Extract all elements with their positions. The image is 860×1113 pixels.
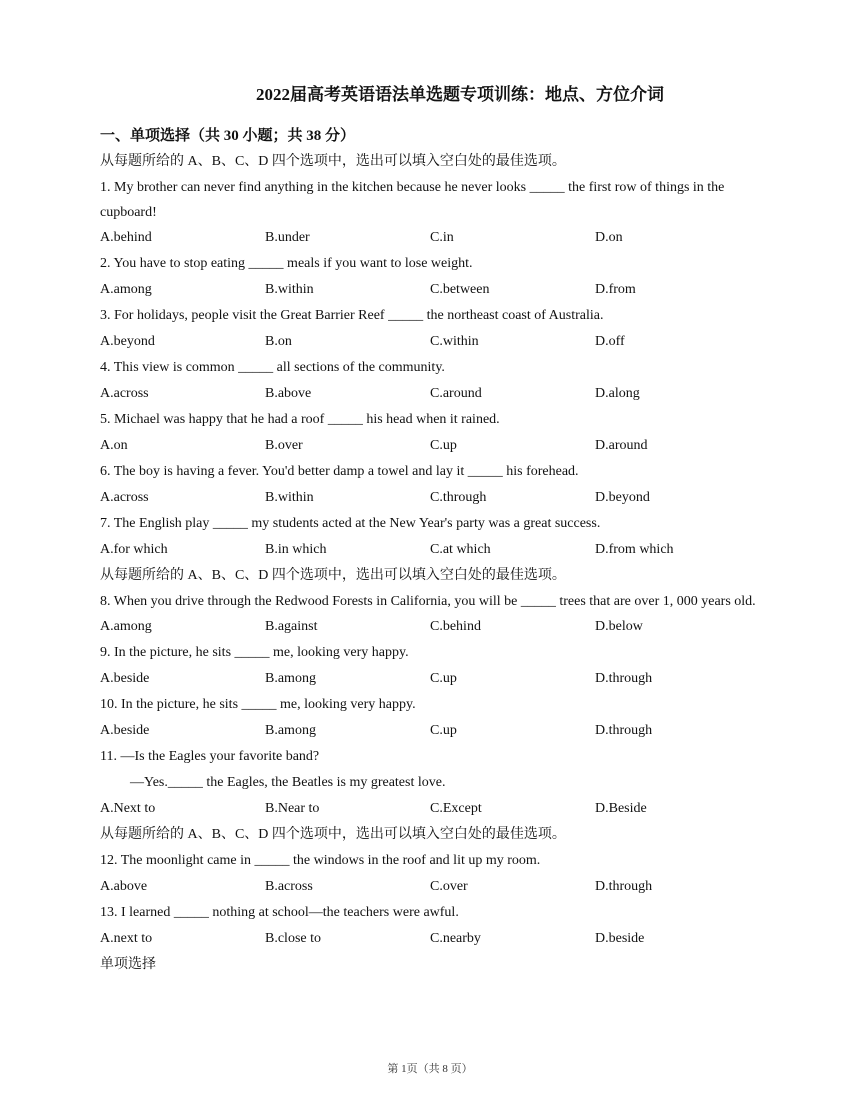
page-footer: 第 1页（共 8 页）: [387, 1063, 473, 1075]
option-a: A.on: [100, 438, 128, 453]
option-row: [100, 329, 762, 355]
question-stem: 10. In the picture, he sits _____ me, looking very happy.: [100, 697, 416, 712]
option-a: A.for which: [100, 542, 168, 557]
instruction-text: 从每题所给的 A、B、C、D 四个选项中，选出可以填入空白处的最佳选项。: [100, 154, 566, 169]
option-b: B.among: [265, 671, 316, 686]
option-a: A.above: [100, 879, 148, 894]
option-d: D.off: [595, 334, 625, 349]
option-d: D.beside: [595, 931, 645, 946]
option-a: A.among: [100, 619, 152, 634]
option-d: D.through: [595, 879, 653, 894]
option-a: A.across: [100, 490, 149, 505]
option-row: [100, 277, 762, 303]
option-b: B.close to: [265, 931, 321, 946]
question-stem: 11. —Is the Eagles your favorite band?: [100, 749, 320, 764]
option-b: B.above: [265, 386, 312, 401]
option-b: B.under: [265, 230, 310, 245]
option-row: [100, 874, 762, 900]
option-b: B.on: [265, 334, 292, 349]
option-row: [100, 614, 762, 640]
question-stem: 6. The boy is having a fever. You'd better damp a towel and lay it _____ his forehead.: [100, 464, 579, 479]
option-a: A.beside: [100, 723, 150, 738]
section-heading: 一、单项选择（共 30 小题；共 38 分）: [100, 128, 356, 144]
option-d: D.from: [595, 282, 636, 297]
question-stem: 8. When you drive through the Redwood Forests in California, you will be _____ trees that are over 1, 000 years old.: [100, 594, 756, 609]
question-stem: 1. My brother can never find anything in the kitchen because he never looks _____ the first row of things in the cupboard!: [100, 180, 725, 220]
question-stem: 2. You have to stop eating _____ meals if you want to lose weight.: [100, 256, 473, 271]
option-d: D.Beside: [595, 801, 647, 816]
option-c: C.at which: [430, 542, 491, 557]
question-stem: 3. For holidays, people visit the Great Barrier Reef _____ the northeast coast of Australia.: [100, 308, 604, 323]
option-a: A.beside: [100, 671, 150, 686]
question-list: [100, 149, 762, 978]
option-d: D.around: [595, 438, 648, 453]
option-b: B.within: [265, 490, 314, 505]
option-c: C.nearby: [430, 931, 481, 946]
option-row: [100, 433, 762, 459]
option-d: D.along: [595, 386, 640, 401]
option-row: [100, 485, 762, 511]
option-c: C.between: [430, 282, 490, 297]
option-d: D.through: [595, 723, 653, 738]
option-d: D.from which: [595, 542, 674, 557]
option-c: C.over: [430, 879, 468, 894]
question-stem: 7. The English play _____ my students acted at the New Year's party was a great success.: [100, 516, 601, 531]
option-c: C.through: [430, 490, 487, 505]
option-row: [100, 926, 762, 952]
option-d: D.below: [595, 619, 643, 634]
instruction-text: 从每题所给的 A、B、C、D 四个选项中，选出可以填入空白处的最佳选项。: [100, 568, 566, 583]
option-c: C.within: [430, 334, 479, 349]
option-d: D.through: [595, 671, 653, 686]
option-c: C.behind: [430, 619, 481, 634]
option-a: A.beyond: [100, 334, 155, 349]
question-reply: —Yes._____ the Eagles, the Beatles is my greatest love.: [130, 775, 446, 790]
option-b: B.over: [265, 438, 303, 453]
option-a: A.behind: [100, 230, 152, 245]
option-c: C.up: [430, 723, 457, 738]
document-title: 2022届高考英语语法单选题专项训练：地点、方位介词: [256, 85, 664, 104]
option-b: B.across: [265, 879, 313, 894]
question-stem: 4. This view is common _____ all sections of the community.: [100, 360, 445, 375]
option-d: D.beyond: [595, 490, 650, 505]
option-d: D.on: [595, 230, 623, 245]
option-row: [100, 796, 762, 822]
option-c: C.Except: [430, 801, 482, 816]
option-a: A.across: [100, 386, 149, 401]
question-stem: 5. Michael was happy that he had a roof _____ his head when it rained.: [100, 412, 500, 427]
option-row: [100, 225, 762, 251]
option-c: C.around: [430, 386, 482, 401]
option-row: [100, 666, 762, 692]
option-b: B.against: [265, 619, 318, 634]
option-a: A.Next to: [100, 801, 156, 816]
option-b: B.among: [265, 723, 316, 738]
option-row: [100, 537, 762, 563]
option-c: C.in: [430, 230, 454, 245]
option-a: A.among: [100, 282, 152, 297]
option-row: [100, 718, 762, 744]
option-b: B.in which: [265, 542, 327, 557]
option-c: C.up: [430, 438, 457, 453]
trailing-section-label: 单项选择: [100, 957, 156, 972]
option-c: C.up: [430, 671, 457, 686]
option-a: A.next to: [100, 931, 153, 946]
question-stem: 12. The moonlight came in _____ the windows in the roof and lit up my room.: [100, 853, 541, 868]
instruction-text: 从每题所给的 A、B、C、D 四个选项中，选出可以填入空白处的最佳选项。: [100, 827, 566, 842]
option-row: [100, 381, 762, 407]
option-b: B.within: [265, 282, 314, 297]
option-b: B.Near to: [265, 801, 320, 816]
question-stem: 13. I learned _____ nothing at school—the teachers were awful.: [100, 905, 459, 920]
question-stem: 9. In the picture, he sits _____ me, looking very happy.: [100, 645, 409, 660]
